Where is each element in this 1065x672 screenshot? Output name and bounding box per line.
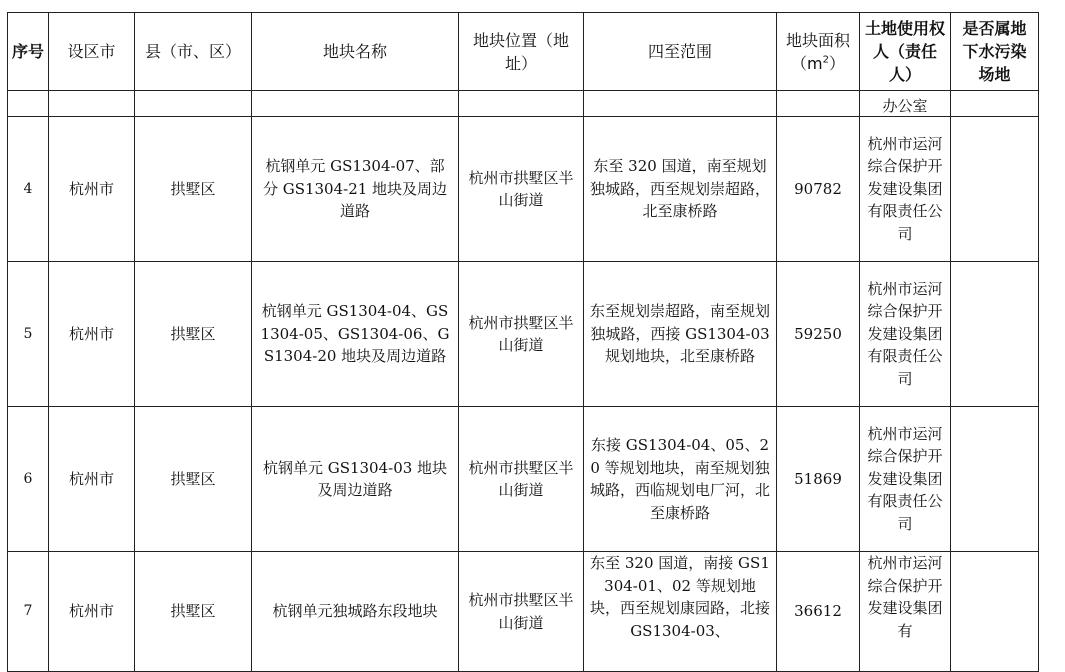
cont-owner: 办公室	[860, 91, 951, 117]
header-owner: 土地使用权人（责任人）	[860, 13, 951, 91]
cell-city: 杭州市	[49, 552, 135, 672]
header-area-sup: 2	[822, 54, 829, 66]
cell-bounds: 东接 GS1304-04、05、20 等规划地块，南至规划独城路，西临规划电厂河，北至康桥路	[584, 407, 777, 552]
cont-cell	[8, 91, 49, 117]
cell-county: 拱墅区	[135, 407, 252, 552]
cell-city: 杭州市	[49, 262, 135, 407]
header-county: 县（市、区）	[135, 13, 252, 91]
cell-owner: 杭州市运河综合保护开发建设集团有限责任公司	[860, 262, 951, 407]
cell-location: 杭州市拱墅区半山街道	[459, 117, 584, 262]
cont-cell	[777, 91, 860, 117]
table-row	[8, 407, 1039, 552]
land-plot-table	[7, 12, 1039, 672]
cell-polluted	[951, 117, 1039, 262]
cell-owner: 杭州市运河综合保护开发建设集团有	[860, 552, 951, 672]
cell-plot-name: 杭钢单元独城路东段地块	[252, 552, 459, 672]
header-bounds: 四至范围	[584, 13, 777, 91]
cell-polluted	[951, 262, 1039, 407]
cell-polluted	[951, 552, 1039, 672]
table-row	[8, 117, 1039, 262]
cell-seq: 7	[8, 552, 49, 672]
header-area	[777, 13, 860, 91]
table-row	[8, 552, 1039, 672]
cell-plot-name: 杭钢单元 GS1304-07、部分 GS1304-21 地块及周边道路	[252, 117, 459, 262]
header-plot-name: 地块名称	[252, 13, 459, 91]
cell-area: 59250	[777, 262, 860, 407]
continuation-row	[8, 91, 1039, 117]
cont-cell	[459, 91, 584, 117]
cell-seq: 6	[8, 407, 49, 552]
cell-bounds: 东至规划崇超路，南至规划独城路，西接 GS1304-03 规划地块，北至康桥路	[584, 262, 777, 407]
header-area-label: 地块面积（m	[785, 30, 850, 73]
cell-city: 杭州市	[49, 117, 135, 262]
cell-county: 拱墅区	[135, 262, 252, 407]
header-polluted: 是否属地下水污染场地	[951, 13, 1039, 91]
cont-cell	[951, 91, 1039, 117]
cell-area: 36612	[777, 552, 860, 672]
cell-city: 杭州市	[49, 407, 135, 552]
cell-county: 拱墅区	[135, 552, 252, 672]
cell-location: 杭州市拱墅区半山街道	[459, 552, 584, 672]
header-area-close: ）	[828, 53, 845, 73]
cell-owner: 杭州市运河综合保护开发建设集团有限责任公司	[860, 407, 951, 552]
cont-cell	[49, 91, 135, 117]
cell-plot-name: 杭钢单元 GS1304-03 地块及周边道路	[252, 407, 459, 552]
cell-owner: 杭州市运河综合保护开发建设集团有限责任公司	[860, 117, 951, 262]
header-location: 地块位置（地址）	[459, 13, 584, 91]
cont-cell	[135, 91, 252, 117]
cell-bounds: 东至 320 国道，南至规划独城路，西至规划崇超路，北至康桥路	[584, 117, 777, 262]
cont-cell	[252, 91, 459, 117]
cell-location: 杭州市拱墅区半山街道	[459, 262, 584, 407]
table-row	[8, 262, 1039, 407]
cell-polluted	[951, 407, 1039, 552]
cell-area: 51869	[777, 407, 860, 552]
cont-cell	[584, 91, 777, 117]
cell-seq: 5	[8, 262, 49, 407]
header-seq: 序号	[8, 13, 49, 91]
cell-plot-name: 杭钢单元 GS1304-04、GS1304-05、GS1304-06、GS1304-20 地块及周边道路	[252, 262, 459, 407]
cell-county: 拱墅区	[135, 117, 252, 262]
cell-location: 杭州市拱墅区半山街道	[459, 407, 584, 552]
header-row	[8, 13, 1039, 91]
cell-seq: 4	[8, 117, 49, 262]
header-city: 设区市	[49, 13, 135, 91]
cell-area: 90782	[777, 117, 860, 262]
cell-bounds: 东至 320 国道，南接 GS1304-01、02 等规划地块，西至规划康园路，北接 GS1304-03、	[584, 552, 777, 672]
